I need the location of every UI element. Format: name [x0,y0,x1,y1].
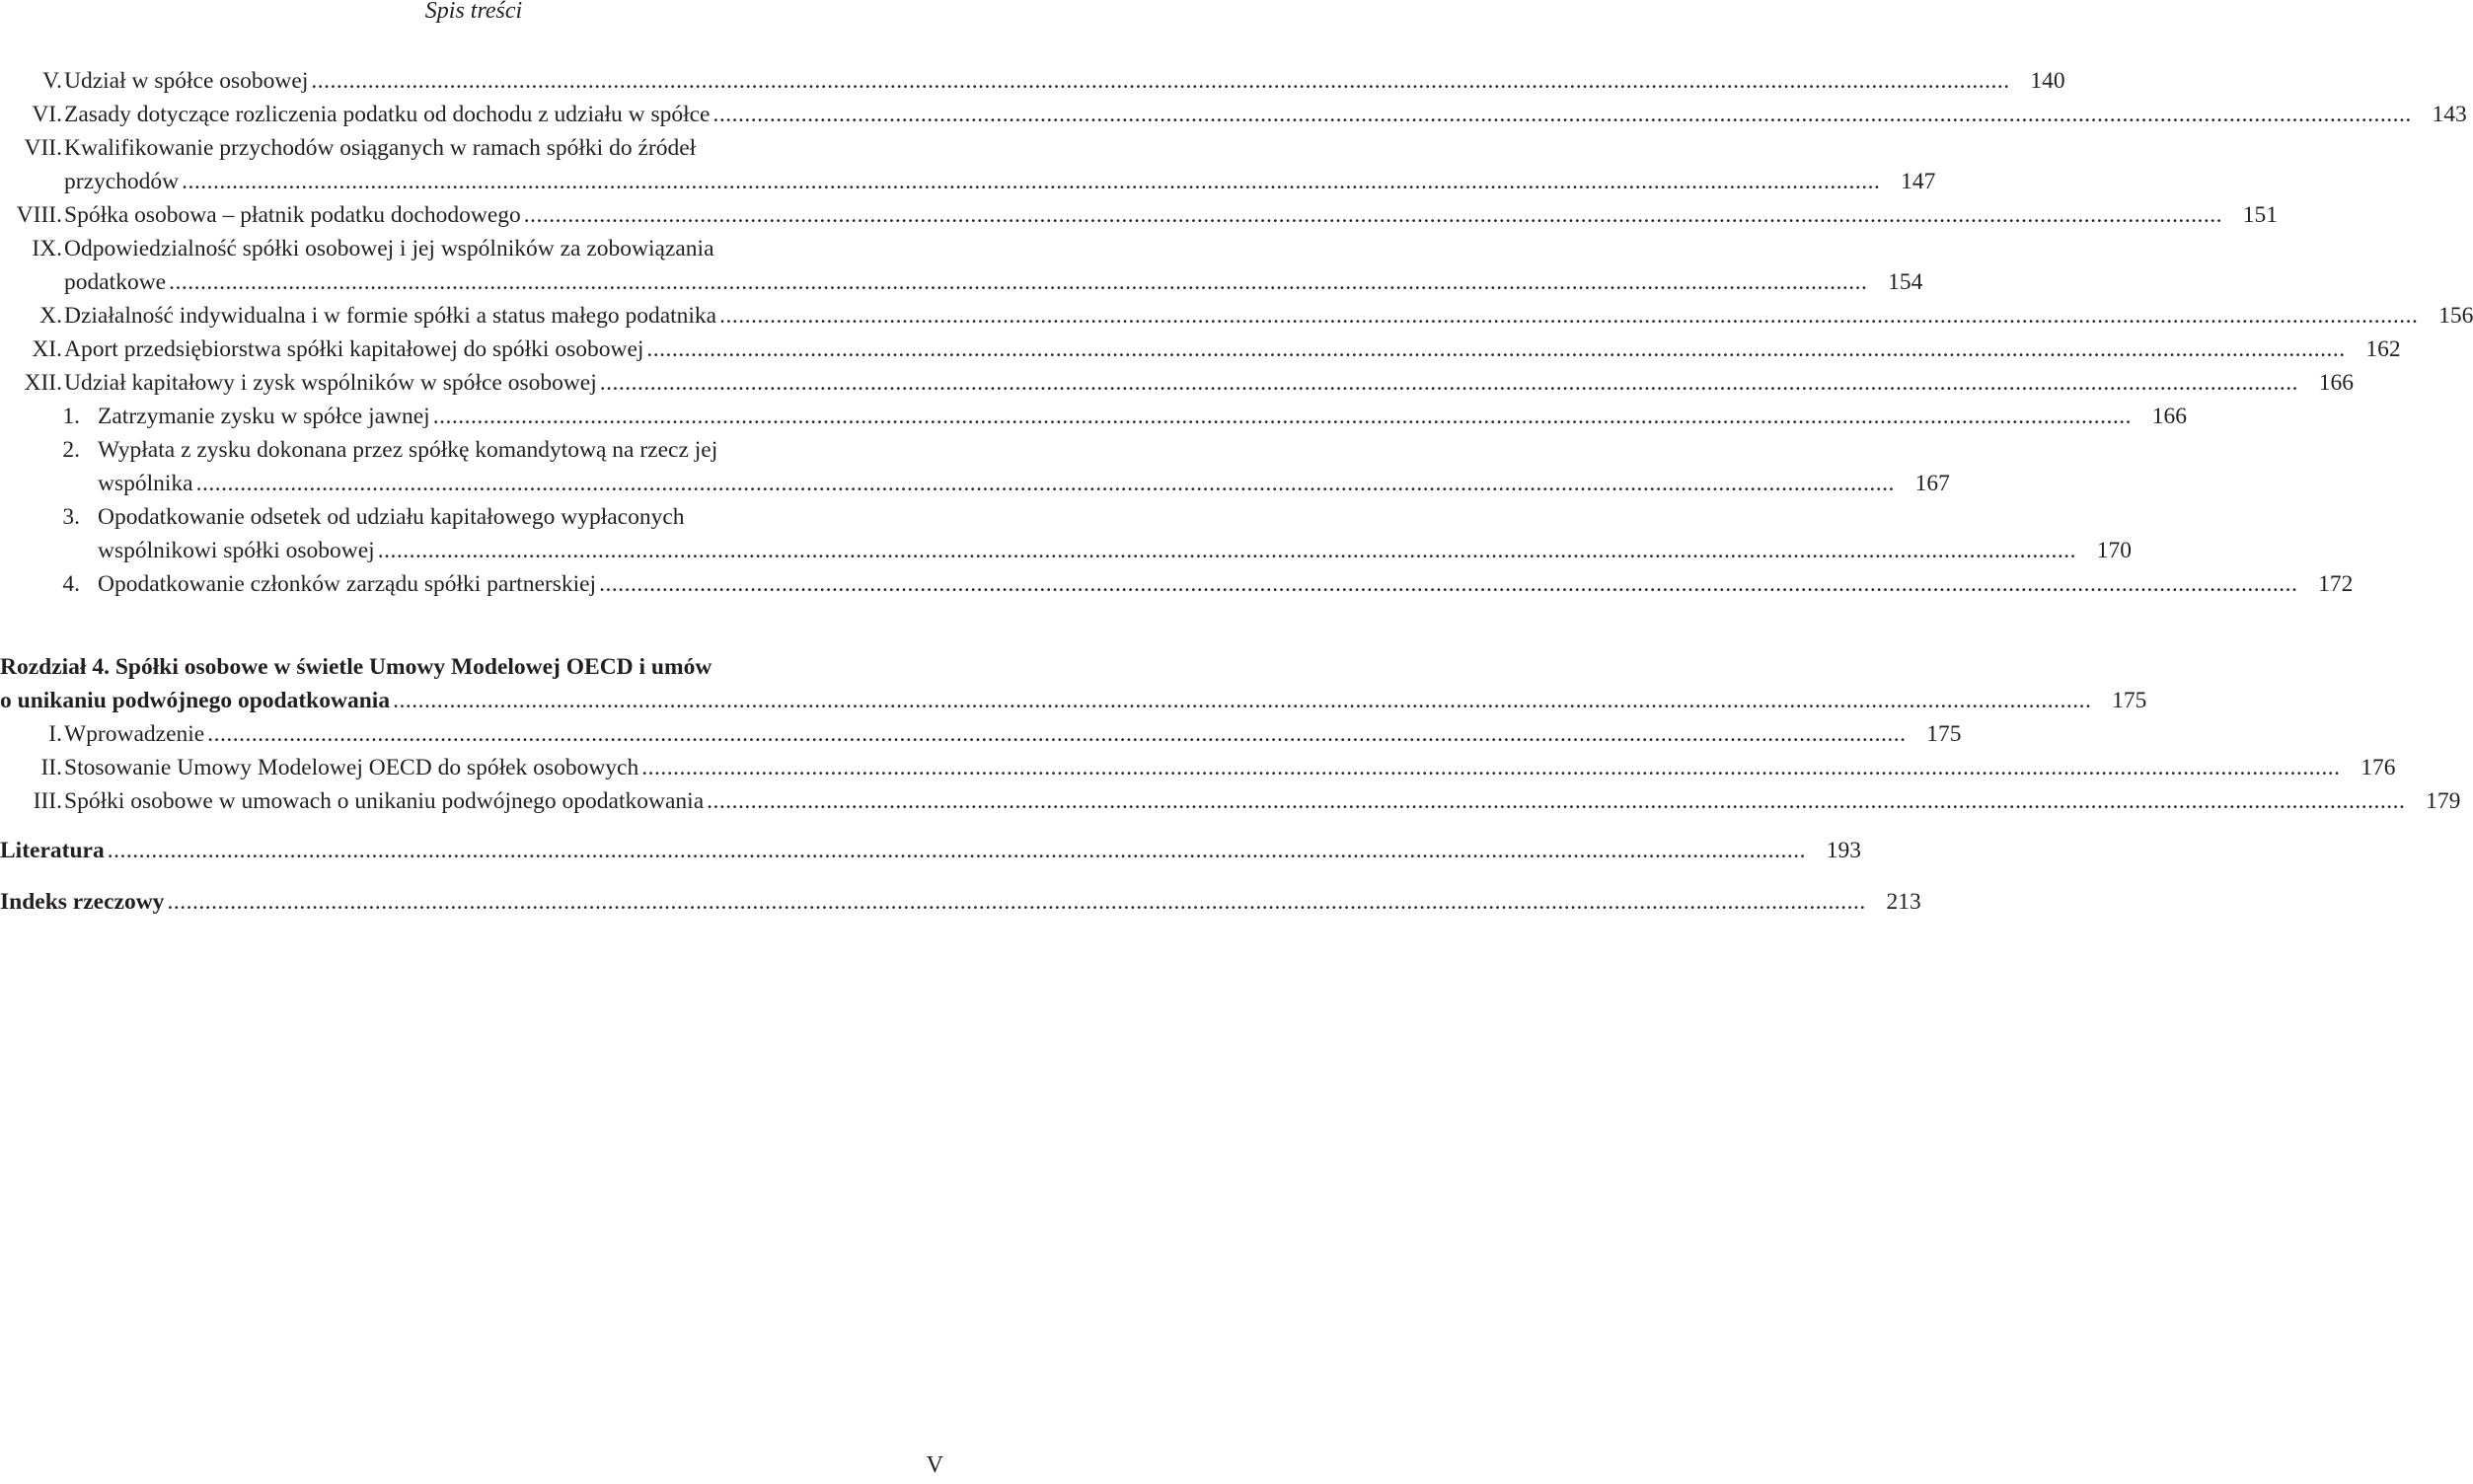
leader-dots [707,784,2405,818]
toc-subentry-2[interactable] [0,433,947,467]
entry-page: 147 [1901,169,1936,194]
entry-title-cont: podatkowe [64,269,167,295]
entry-number: VIII. [16,202,62,228]
table-of-contents [0,64,2473,919]
entry-title: Udział kapitałowy i zysk wspólników w spółce osobowej [64,370,597,396]
leader-dots [646,333,2345,366]
toc-subentry-4[interactable] [0,567,2354,601]
entry-number: II. [40,755,62,780]
page-number: V [926,1452,943,1478]
toc-subentry-2-cont[interactable] [0,467,1950,500]
entry-page: 154 [1888,269,1923,295]
toc-subentry-3-cont[interactable] [0,534,2132,567]
entry-number: X. [39,303,62,329]
entry-title: Działalność indywidualna i w formie spółki a status małego podatnika [64,303,717,329]
toc-entry-xii[interactable] [0,366,2355,400]
chapter-title: Rozdział 4. Spółki osobowe w świetle Umowy Modelowej OECD i umów [0,654,712,680]
leader-dots [207,717,1906,751]
entry-page: 179 [2426,788,2461,814]
subentry-number: 1. [62,404,80,429]
subentry-title: Wypłata z zysku dokonana przez spółkę komandytową na rzecz jej [98,437,718,463]
entry-title: Odpowiedzialność spółki osobowej i jej wspólników za zobowiązania [64,236,714,261]
subentry-page: 172 [2318,571,2354,597]
subentry-number: 3. [62,504,80,530]
leader-dots [712,98,2411,131]
toc-ch4-entry-i[interactable] [0,717,1962,751]
chapter-title-cont: o unikaniu podwójnego opodatkowania [0,688,391,713]
entry-number: III. [33,788,62,814]
entry-title: Aport przedsiębiorstwa spółki kapitałowej do spółki osobowej [64,336,644,362]
toc-entry-v[interactable] [0,64,2065,98]
leader-dots [599,567,2297,601]
chapter-4-heading[interactable] [0,650,947,684]
toc-entry-xi[interactable] [0,333,2401,366]
entry-number: VII. [24,135,62,161]
entry-page: 166 [2318,370,2355,396]
subentry-title: Opodatkowanie członków zarządu spółki partnerskiej [98,571,597,597]
entry-number: V. [42,68,62,94]
entry-number: IX. [32,236,62,261]
toc-entry-ix-cont[interactable] [0,265,1923,299]
entry-page: 176 [2361,755,2396,780]
leader-dots [524,198,2222,232]
entry-page: 175 [1926,721,1962,747]
subentry-title: Opodatkowanie odsetek od udziału kapitałowego wypłaconych [98,504,685,530]
entry-title: Wprowadzenie [64,721,205,747]
toc-ch4-entry-iii[interactable] [0,784,2461,818]
chapter-page: 175 [2112,688,2147,713]
subentry-number: 4. [62,571,80,597]
literatura-page: 193 [1826,838,1861,863]
indeks-title: Indeks rzeczowy [0,889,165,915]
entry-page: 156 [2438,303,2473,329]
entry-title: Spółka osobowa – płatnik podatku dochodowego [64,202,521,228]
leader-dots [393,684,2091,717]
leader-dots [167,885,1865,919]
toc-subentry-1[interactable] [0,400,2187,433]
chapter-4-heading-cont[interactable] [0,684,2147,717]
entry-title: Spółki osobowe w umowach o unikaniu podwójnego opodatkowania [64,788,705,814]
subentry-title-cont: wspólnika [98,471,193,496]
leader-dots [182,165,1880,198]
entry-number: I. [48,721,62,747]
subentry-page: 170 [2096,538,2132,563]
entry-title: Stosowanie Umowy Modelowej OECD do spółek osobowych [64,755,639,780]
entry-title-cont: przychodów [64,169,180,194]
leader-dots [719,299,2418,333]
entry-page: 143 [2432,102,2467,127]
toc-entry-ix[interactable] [0,232,947,265]
subentry-title-cont: wspólnikowi spółki osobowej [98,538,375,563]
entry-number: XII. [24,370,62,396]
entry-number: VI. [32,102,62,127]
subentry-page: 167 [1914,471,1950,496]
toc-entry-vi[interactable] [0,98,2467,131]
toc-entry-vii-cont[interactable] [0,165,1936,198]
toc-ch4-entry-ii[interactable] [0,751,2396,784]
literatura-title: Literatura [0,838,105,863]
subentry-number: 2. [62,437,80,463]
leader-dots [641,751,2340,784]
leader-dots [169,265,1867,299]
toc-subentry-3[interactable] [0,500,947,534]
entry-title: Kwalifikowanie przychodów osiąganych w ramach spółki do źródeł [64,135,697,161]
entry-title: Udział w spółce osobowej [64,68,309,94]
subentry-page: 166 [2151,404,2187,429]
indeks-page: 213 [1886,889,1921,915]
leader-dots [433,400,2132,433]
entry-title: Zasady dotyczące rozliczenia podatku od dochodu z udziału w spółce [64,102,711,127]
toc-entry-viii[interactable] [0,198,2279,232]
leader-dots [196,467,1895,500]
leader-dots [311,64,2009,98]
leader-dots [600,366,2298,400]
entry-number: XI. [32,336,62,362]
toc-entry-x[interactable] [0,299,2473,333]
entry-page: 151 [2242,202,2279,228]
toc-literatura[interactable] [0,834,1861,867]
subentry-title: Zatrzymanie zysku w spółce jawnej [98,404,430,429]
toc-indeks[interactable] [0,885,1921,919]
toc-entry-vii[interactable] [0,131,947,165]
running-header: Spis treści [424,0,523,24]
leader-dots [108,834,1806,867]
entry-page: 162 [2365,336,2401,362]
entry-page: 140 [2030,68,2065,94]
leader-dots [378,534,2076,567]
